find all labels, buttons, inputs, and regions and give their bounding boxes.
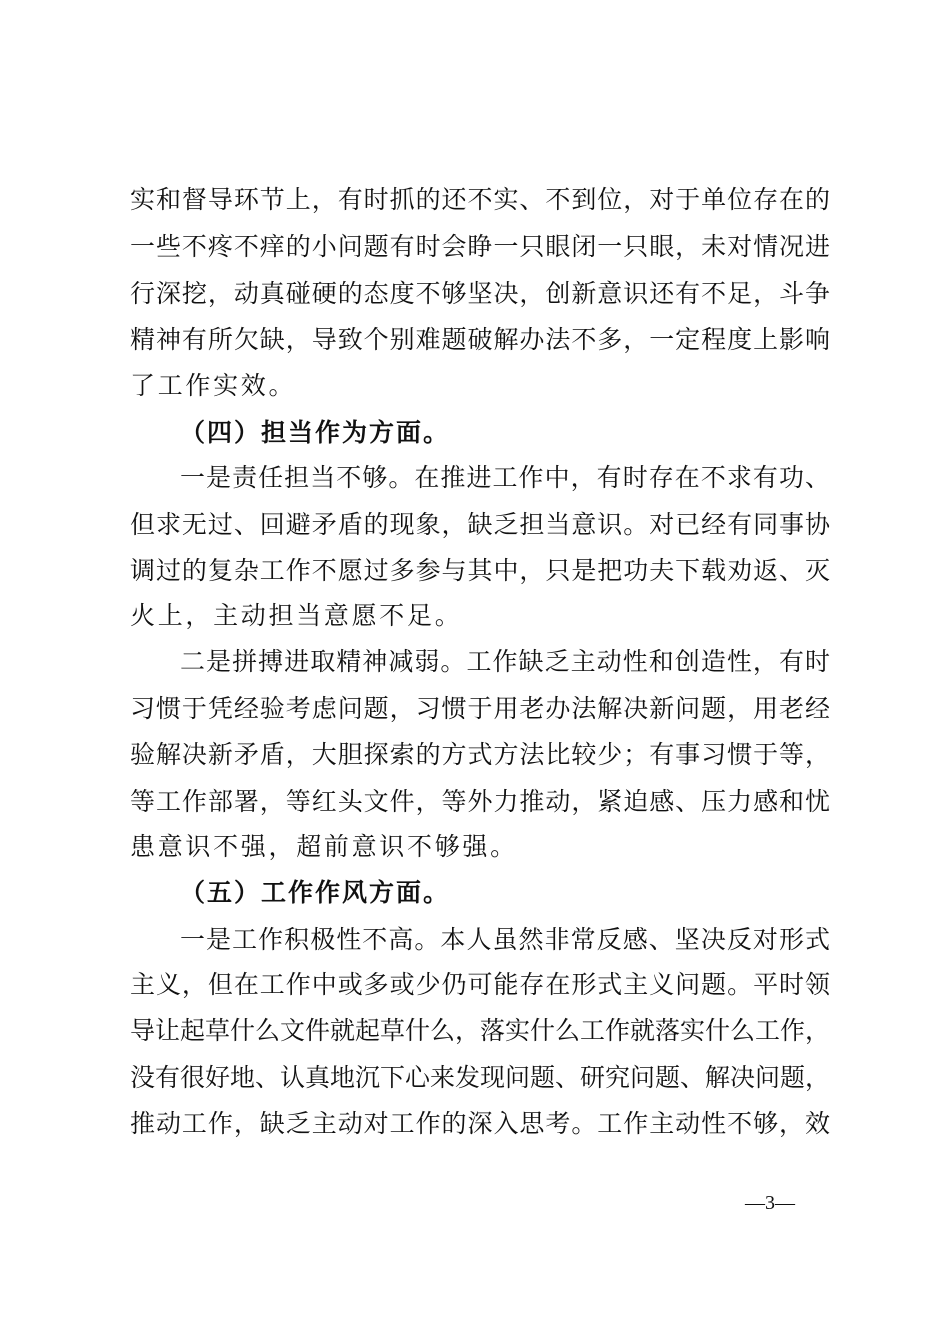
body-text-line: 习惯于凭经验考虑问题，习惯于用老办法解决新问题，用老经: [130, 694, 830, 723]
paragraph-first-line: 一是工作积极性不高。本人虽然非常反感、坚决反对形式: [180, 925, 830, 954]
body-text-line: 推动工作，缺乏主动对工作的深入思考。工作主动性不够，效: [130, 1109, 830, 1138]
body-text-line: 了工作实效。: [130, 371, 297, 400]
body-text-line: 没有很好地、认真地沉下心来发现问题、研究问题、解决问题，: [130, 1063, 831, 1092]
paragraph-first-line: 一是责任担当不够。在推进工作中，有时存在不求有功、: [180, 463, 830, 492]
body-text-line: 主义，但在工作中或多或少仍可能存在形式主义问题。平时领: [130, 970, 830, 999]
body-text-line: 精神有所欠缺，导致个别难题破解办法不多，一定程度上影响: [130, 325, 830, 354]
body-text-line: 但求无过、回避矛盾的现象，缺乏担当意识。对已经有同事协: [130, 510, 830, 539]
body-text-line: 行深挖，动真碰硬的态度不够坚决，创新意识还有不足，斗争: [130, 279, 830, 308]
section-heading-four: （四）担当作为方面。: [180, 418, 451, 447]
paragraph-first-line: 二是拼搏进取精神减弱。工作缺乏主动性和创造性，有时: [180, 647, 830, 676]
section-heading-five: （五）工作作风方面。: [180, 878, 451, 907]
body-text-line: 调过的复杂工作不愿过多参与其中，只是把功夫下载劝返、灭: [130, 556, 830, 585]
body-text-line: 患意识不强，超前意识不够强。: [130, 832, 518, 861]
body-text-line: 实和督导环节上，有时抓的还不实、不到位，对于单位存在的: [130, 185, 830, 214]
body-text-line: 火上，主动担当意愿不足。: [130, 601, 463, 630]
page-number: —3—: [745, 1192, 795, 1214]
body-text-line: 导让起草什么文件就起草什么，落实什么工作就落实什么工作，: [130, 1016, 831, 1045]
body-text-line: 验解决新矛盾，大胆探索的方式方法比较少；有事习惯于等，: [130, 740, 830, 769]
body-text-line: 等工作部署，等红头文件，等外力推动，紧迫感、压力感和忧: [130, 787, 830, 816]
body-text-line: 一些不疼不痒的小问题有时会睁一只眼闭一只眼，未对情况进: [130, 232, 830, 261]
